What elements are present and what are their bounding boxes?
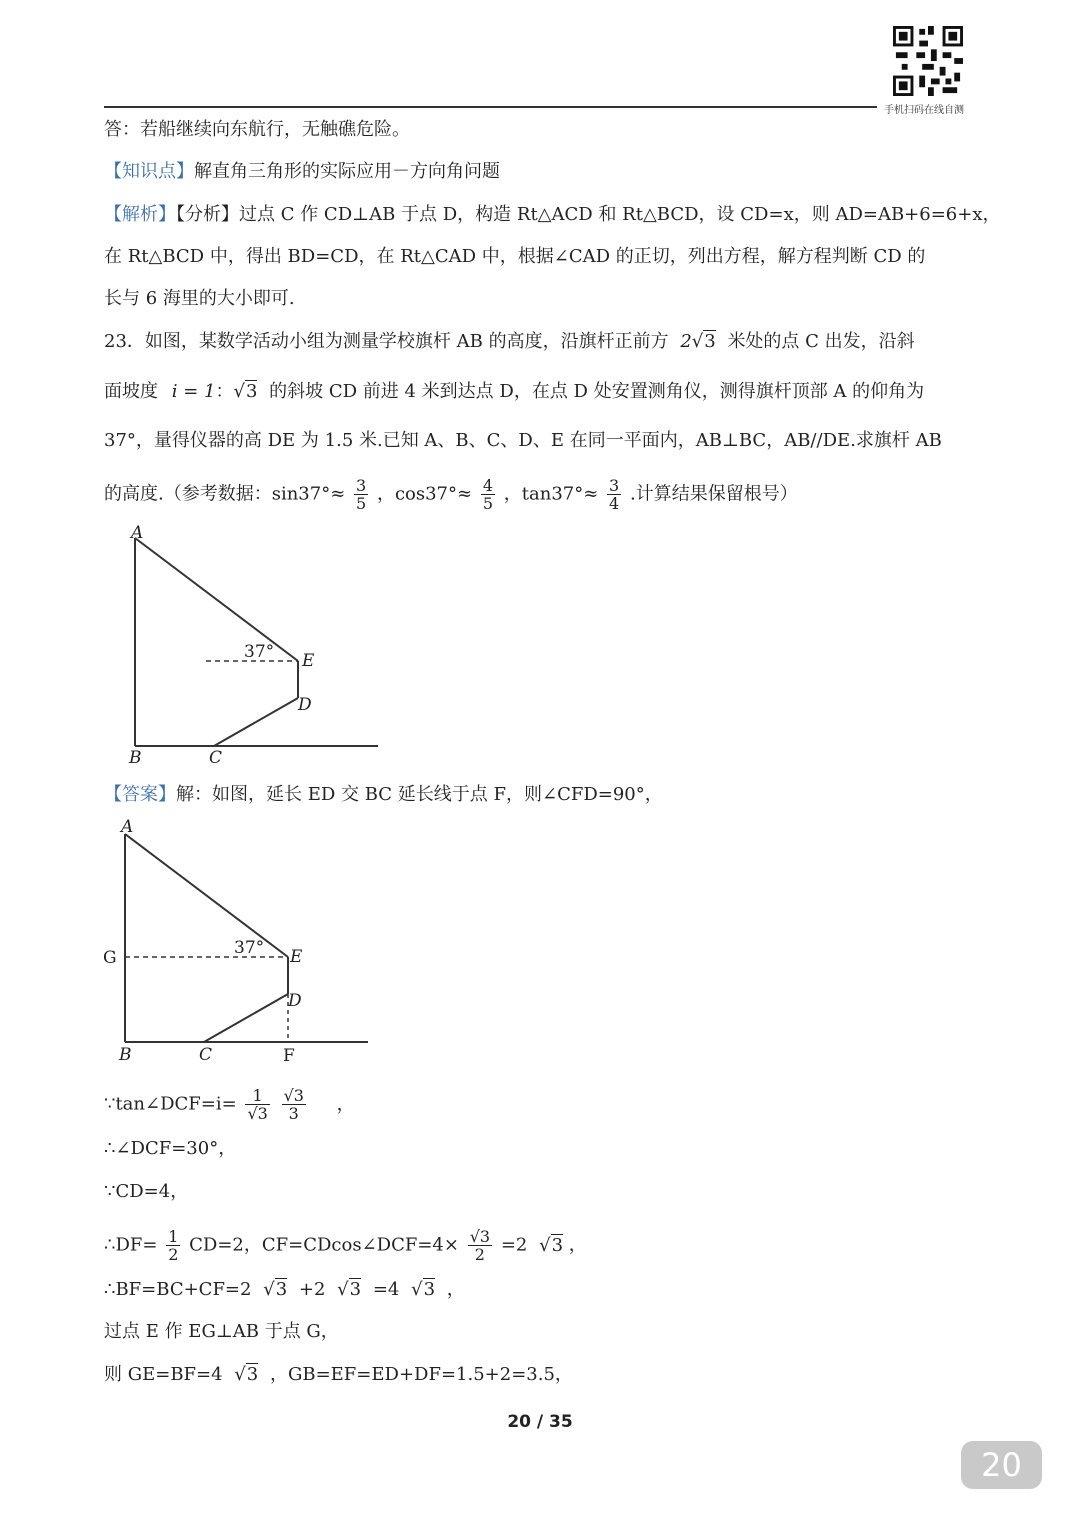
step-3: ∵CD=4， (104, 1181, 189, 1202)
fig1-label-b: B (129, 748, 142, 768)
step-6: 过点 E 作 EG⊥AB 于点 G， (104, 1321, 339, 1342)
step-1: ∵tan∠DCF=i= $\frac{1}{√3}$ $\frac{√3}{3}$ ， (104, 1086, 355, 1123)
fig1-label-a: A (131, 523, 144, 543)
question-line-2: 面坡度 i = 1：√3 的斜坡 CD 前进 4 米到达点 D，在点 D 处安置测角仪，测得旗杆顶部 A 的仰角为 (104, 381, 925, 402)
fig2-label-b: B (119, 1045, 132, 1065)
fig1-angle-label: 37° (244, 642, 275, 662)
answer-line: 【答案】解：如图，延长 ED 交 BC 延长线于点 F，则∠CFD=90°， (104, 784, 663, 805)
header-rule (104, 106, 877, 108)
question-line-4: 的高度.（参考数据：sin37°≈ $\frac{3}{5}$ ，cos37°≈ $\frac{4}{5}$ ，tan37°≈ $\frac{3}{4}$ .计算结果保留根号） (104, 476, 798, 513)
fig2-label-a: A (121, 817, 134, 837)
knowledge-point (104, 160, 500, 184)
step-5: ∴BF=BC+CF=2 √3 +2 √3 =4 √3 ， (104, 1279, 465, 1300)
step-4: ∴DF= $\frac{1}{2}$ CD=2，CF=CDcos∠DCF=4× $\frac{√3}{2}$ =2 √3 ， (104, 1227, 587, 1264)
fig2-label-g: G (103, 948, 117, 968)
step-7: 则 GE=BF=4 √3 ，GB=EF=ED+DF=1.5+2=3.5， (104, 1364, 573, 1385)
question-line-1: 23．如图，某数学活动小组为测量学校旗杆 AB 的高度，沿旗杆正前方 2√3 米处的点 C 出发，沿斜 (104, 331, 915, 352)
page-badge: 20 (961, 1441, 1042, 1489)
figure-2 (100, 812, 380, 1074)
analysis-tag: 【解析】 (104, 204, 176, 225)
figure-1 (120, 518, 390, 774)
fig2-label-d: D (288, 991, 302, 1011)
knowledge-text: 解直角三角形的实际应用－方向角问题 (194, 161, 500, 182)
fig2-angle-label: 37° (234, 938, 265, 958)
analysis-line-2: 在 Rt△BCD 中，得出 BD=CD，在 Rt△CAD 中，根据∠CAD 的正切，列出方程，解方程判断 CD 的 (104, 246, 926, 267)
fig1-label-c: C (209, 748, 223, 768)
fig1-label-d: D (298, 695, 312, 715)
answer-tag: 【答案】 (104, 784, 176, 805)
page-number: 20 / 35 (507, 1412, 573, 1432)
previous-answer: 答：若船继续向东航行，无触礁危险。 (104, 119, 410, 140)
question-line-3: 37°，量得仪器的高 DE 为 1.5 米.已知 A、B、C、D、E 在同一平面内，AB⊥BC，AB//DE.求旗杆 AB (104, 430, 942, 451)
qr-caption: 手机扫码在线自测 (884, 105, 964, 116)
fig2-label-c: C (199, 1045, 213, 1065)
knowledge-tag: 【知识点】 (104, 161, 194, 182)
fig2-label-f: F (283, 1046, 295, 1066)
analysis-line-3: 长与 6 海里的大小即可. (104, 288, 295, 309)
qr-code (892, 26, 964, 96)
fig2-label-e: E (290, 947, 303, 967)
analysis-line-1: 【解析】【分析】过点 C 作 CD⊥AB 于点 D，构造 Rt△ACD 和 Rt△BCD，设 CD=x，则 AD=AB+6=6+x， (104, 204, 1001, 225)
step-2: ∴∠DCF=30°， (104, 1138, 237, 1159)
fig1-label-e: E (302, 651, 315, 671)
